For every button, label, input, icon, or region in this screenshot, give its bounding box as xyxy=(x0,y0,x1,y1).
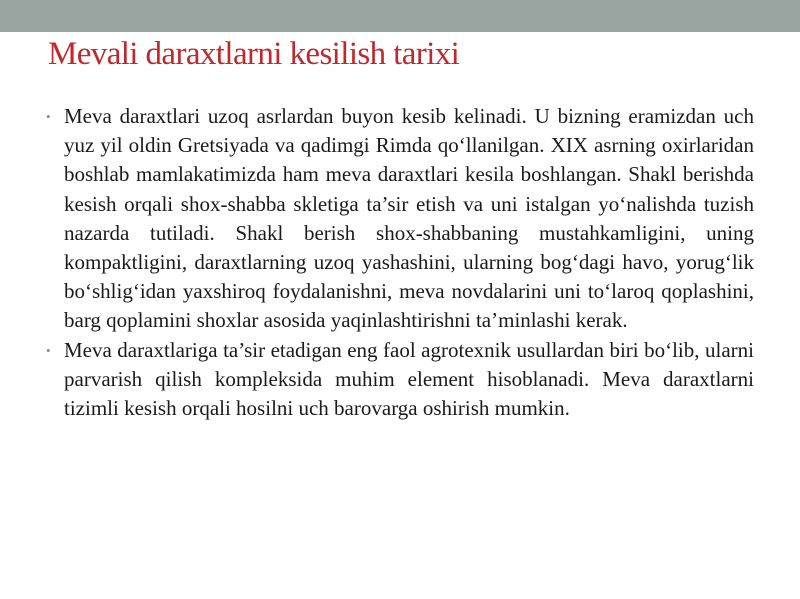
bullet-icon: • xyxy=(46,342,51,358)
bullet-item-1 xyxy=(46,102,754,336)
slide-content xyxy=(46,102,754,423)
bullet-text-1: Meva daraxtlari uzoq asrlardan buyon kesib kelinadi. U bizning eramizdan uch yuz yil oldin Gretsiyada va qadimgi Rimda qo‘llanilgan. XIX asrning oxirlaridan boshlab mamlakatimizda ham meva daraxtlari kesila boshlangan. Shakl berishda kesish orqali shox-shabba skletiga ta’sir etish va uni istalgan yo‘nalishda tuzish nazarda tutiladi. Shakl berish shox-shabbaning mustahkamligini, uning kompaktligini, daraxtlarning uzoq yashashini, ularning bog‘dagi havo, yorug‘lik bo‘shlig‘idan yaxshiroq foydalanishni, meva novdalarini uni to‘laroq qoplashini, barg qoplamini shoxlar asosida yaqinlashtirishni ta’minlashi kerak. xyxy=(64,104,754,333)
slide-title: Mevali daraxtlarni kesilish tarixi xyxy=(48,36,460,72)
bullet-item-2 xyxy=(46,336,754,424)
top-header-band xyxy=(0,0,800,32)
bullet-icon: • xyxy=(46,109,51,124)
bullet-text-2: Meva daraxtlariga ta’sir etadigan eng faol agrotexnik usullardan biri bo‘lib, ularni parvarish qilish kompleksida muhim element hisoblanadi. Meva daraxtlarni tizimli kesish orqali hosilni uch barovarga oshirish mumkin. xyxy=(64,337,754,421)
